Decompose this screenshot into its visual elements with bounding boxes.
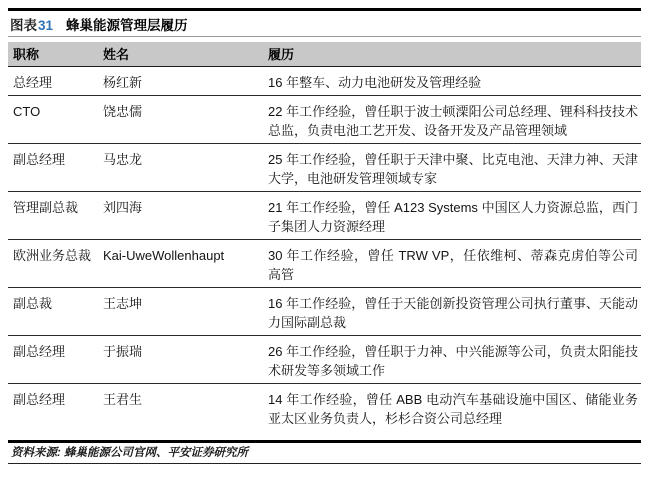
table-row bbox=[8, 288, 641, 336]
table-row bbox=[8, 192, 641, 240]
cell-bio: 16 年整车、动力电池研发及管理经验 bbox=[263, 67, 641, 96]
figure-container bbox=[8, 8, 641, 464]
cell-bio: 25 年工作经验，曾任职于天津中聚、比克电池、天津力神、天津大学，电池研发管理领域专家 bbox=[263, 144, 641, 192]
cell-name: Kai-UweWollenhaupt bbox=[98, 240, 263, 288]
cell-bio: 16 年工作经验，曾任于天能创新投资管理公司执行董事、天能动力国际副总裁 bbox=[263, 288, 641, 336]
caption-rule-divider bbox=[8, 36, 641, 37]
table-row bbox=[8, 144, 641, 192]
table-header-row bbox=[8, 42, 641, 67]
cell-bio: 14 年工作经验，曾任 ABB 电动汽车基础设施中国区、储能业务亚太区业务负责人，杉杉合资公司总经理 bbox=[268, 392, 638, 426]
figure-title: 蜂巢能源管理层履历 bbox=[66, 18, 188, 33]
top-rule-divider bbox=[8, 8, 641, 11]
cell-name: 杨红新 bbox=[98, 67, 263, 96]
cell-position: 副总经理 bbox=[8, 336, 98, 384]
table-row bbox=[8, 240, 641, 288]
figure-caption bbox=[8, 14, 641, 34]
management-history-table bbox=[8, 42, 641, 440]
cell-bio: 26 年工作经验，曾任职于力神、中兴能源等公司，负责太阳能技术研发等多领域工作 bbox=[263, 336, 641, 384]
cell-position: CTO bbox=[8, 96, 98, 144]
cell-position: 欧洲业务总裁 bbox=[8, 240, 98, 288]
cell-bio: 21 年工作经验，曾任 A123 Systems 中国区人力资源总监，西门子集团人力资源经理 bbox=[263, 192, 641, 240]
cell-position: 副总裁 bbox=[8, 288, 98, 336]
cell-name: 王志坤 bbox=[98, 288, 263, 336]
report-figure-page bbox=[0, 8, 649, 486]
cell-name: 于振瑞 bbox=[98, 336, 263, 384]
column-header-bio: 履历 bbox=[263, 42, 641, 67]
cell-position: 总经理 bbox=[8, 67, 98, 96]
figure-number: 31 bbox=[38, 18, 54, 33]
table-row bbox=[8, 96, 641, 144]
source-note: 资料来源: 蜂巢能源公司官网、平安证券研究所 bbox=[8, 443, 641, 464]
cell-name: 王君生 bbox=[103, 392, 143, 407]
table-row bbox=[8, 67, 641, 96]
cell-position: 管理副总裁 bbox=[8, 192, 98, 240]
cell-position: 副总经理 bbox=[8, 144, 98, 192]
cell-name: 饶忠儒 bbox=[98, 96, 263, 144]
cell-position: 副总经理 bbox=[13, 392, 66, 407]
column-header-name: 姓名 bbox=[98, 42, 263, 67]
column-header-position: 职称 bbox=[8, 42, 98, 67]
table-row bbox=[8, 336, 641, 384]
cell-name: 刘四海 bbox=[98, 192, 263, 240]
cell-bio: 22 年工作经验，曾任职于波士顿溧阳公司总经理、锂科科技技术总监，负责电池工艺开发、设备开发及产品管理领域 bbox=[263, 96, 641, 144]
cell-name: 马忠龙 bbox=[98, 144, 263, 192]
figure-label: 图表 bbox=[10, 18, 37, 33]
cell-bio: 30 年工作经验，曾任 TRW VP，任依维柯、蒂森克虏伯等公司高管 bbox=[263, 240, 641, 288]
table-row bbox=[8, 384, 641, 441]
